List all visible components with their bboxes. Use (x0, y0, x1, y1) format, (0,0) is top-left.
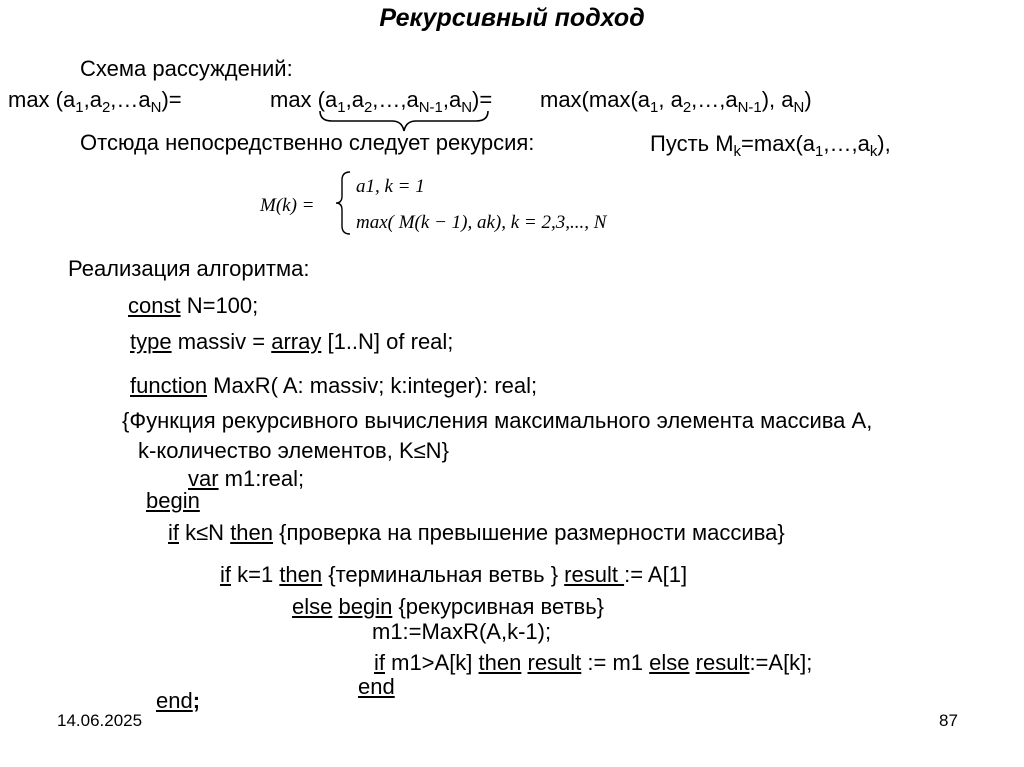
max-definition-right: $\max(\max(a_1$, $a_2,\dots,a_{N-1}$), $a_N$) (540, 87, 812, 116)
slide-title: Рекурсивный подход (379, 4, 645, 32)
code-m1-assign-line: m1:=MaxR(A,k-1); (372, 619, 552, 644)
code-begin: begin (146, 488, 200, 513)
recurrence-formula (258, 166, 668, 240)
formula-case1: a1, k = 1 (356, 176, 425, 197)
implementation-label: Реализация алгоритма: (68, 256, 310, 281)
scheme-label: Схема рассуждений: (80, 56, 293, 81)
code-comment-line2: k-количество элементов, K≤N} (138, 438, 449, 463)
max-definition-middle: $\max (a_1,a_2,\dots,a_{N-1},a_N)=$ (270, 87, 493, 116)
max-definition-left: $\max (a_1,a_2,\dots a_N)=$ (8, 87, 182, 116)
code-if-terminal-line: if k=1 then {терминальная ветвь } result := A[1] (220, 562, 688, 587)
code-comment-line1: {Функция рекурсивного вычисления максимального элемента массива А, (122, 408, 873, 433)
code-if-compare-line: if m1>A[k] then result := m1 else result:=A[k]; (374, 650, 813, 675)
let-mk-definition: Пусть $M_k=\max(a_1,\dots,a_k)$, (650, 131, 891, 160)
recursion-note: Отсюда непосредственно следует рекурсия: (80, 130, 535, 155)
code-end-outer: end; (156, 688, 201, 713)
footer-date: 14.06.2025 (57, 711, 143, 730)
code-end-inner: end (358, 674, 395, 699)
formula-case2: max( M(k − 1), ak), k = 2,3,..., N (356, 212, 607, 233)
code-else-begin-line: else begin {рекурсивная ветвь} (292, 594, 605, 619)
code-const-line: const N=100; (128, 293, 259, 318)
code-if-bounds-line: if k≤N then {проверка на превышение размерности массива} (168, 520, 785, 545)
brace-left-icon (336, 172, 350, 234)
code-var-line: var m1:real; (188, 466, 305, 491)
formula-lhs: M(k) = (260, 195, 315, 216)
footer-page-number: 87 (939, 711, 958, 730)
code-type-line: type massiv = array [1..N] of real; (130, 329, 454, 354)
code-function-line: function MaxR( A: massiv; k:integer): real; (130, 373, 538, 398)
